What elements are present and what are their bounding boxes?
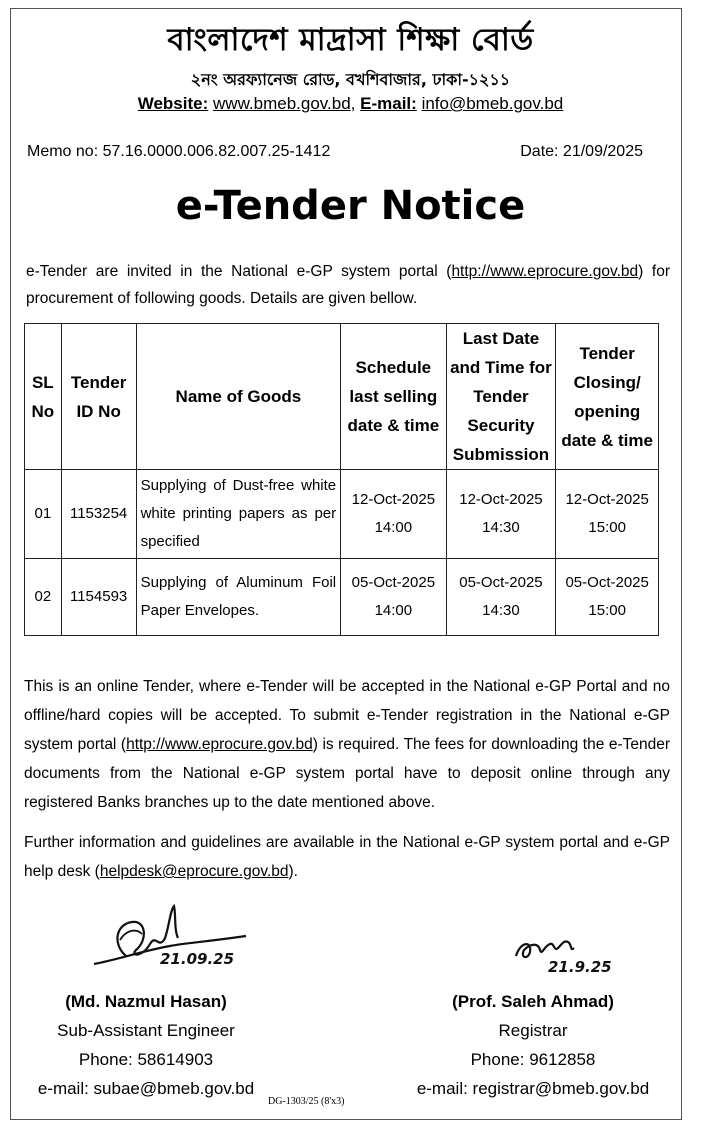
notice-date: Date: 21/09/2025 [520,143,643,160]
row-schedule [341,470,446,559]
header-sl: SL No [25,324,62,470]
website-label: Website: [137,94,209,113]
row-closing [556,559,659,636]
signature-saleh-ahmad [510,928,640,978]
schedule-date: 05-Oct-2025 [351,574,436,591]
row-goods: Supplying of Aluminum Foil Paper Envelopes. [136,559,341,636]
schedule-time: 14:00 [374,602,413,619]
schedule-time: 14:00 [374,519,413,536]
table-row [25,470,659,559]
helpdesk-paragraph: Further information and guidelines are available in the National e-GP system portal and e-GP help desk (helpdesk@eprocure.gov.bd). [24,834,670,880]
eprocure-link[interactable]: http://www.eprocure.gov.bd [451,263,639,280]
security-time: 14:30 [482,602,520,619]
paragraph-text: Further information and guidelines are available in the National e-GP system portal and e-GP help desk [24,834,670,880]
organization-name: বাংলাদেশ মাদ্রাসা শিক্ষা বোর্ড [167,22,534,58]
intro-paragraph: e-Tender are invited in the National e-GP system portal (http://www.eprocure.gov.bd) for procurement of following goods. Details are given bellow. [26,263,671,307]
table-row [25,559,659,636]
schedule-date: 12-Oct-2025 [351,491,436,508]
contact-line: Website: www.bmeb.gov.bd, E-mail: info@bmeb.gov.bd [137,94,564,113]
signatory-right [400,987,666,1103]
signatory-email: e-mail: registrar@bmeb.gov.bd [416,1079,650,1098]
signatory-phone: Phone: 9612858 [470,1050,596,1069]
row-closing [556,470,659,559]
signatory-name: (Prof. Saleh Ahmad) [452,992,614,1011]
intro-text-end: for procurement of following goods. Details are given bellow. [26,263,671,307]
notice-title: e-Tender Notice [175,183,526,229]
security-date: 12-Oct-2025 [459,491,543,508]
row-tender-id: 1153254 [61,470,136,559]
header-goods: Name of Goods [136,324,341,470]
closing-date: 05-Oct-2025 [565,574,649,591]
signatory-email: e-mail: subae@bmeb.gov.bd [37,1079,255,1098]
tender-table [24,323,659,636]
closing-time: 15:00 [588,519,626,536]
website-link[interactable]: www.bmeb.gov.bd [213,94,351,113]
header-schedule: Schedule last selling date & time [341,324,446,470]
signature-date-right: 21.9.25 [548,958,612,976]
paragraph-period: . [293,863,298,880]
organization-address: ২নং অরফ্যানেজ রোড, বখশিবাজার, ঢাকা-১২১১ [190,70,511,89]
eprocure-link[interactable]: http://www.eprocure.gov.bd [126,736,313,753]
email-link[interactable]: info@bmeb.gov.bd [421,94,564,113]
table-header-row [25,324,659,470]
closing-date: 12-Oct-2025 [565,491,649,508]
row-goods: Supplying of Dust-free white white printing papers as per specified [136,470,341,559]
header-tender-id: Tender ID No [61,324,136,470]
intro-text: e-Tender are invited in the National e-GP system portal [26,263,438,280]
signature-nazmul-hasan [86,900,256,980]
security-date: 05-Oct-2025 [459,574,543,591]
online-tender-paragraph: This is an online Tender, where e-Tender will be accepted in the National e-GP Portal and no offline/hard copies will be accepted. To submit e-Tender registration in the National e-GP system portal (http://www.eprocure.gov.bd) is required. The fees for downloading the e-Tender documents from the National e-GP system portal have to deposit online through any registered Banks branches up to the date mentioned above. [24,678,671,811]
paragraph-text: This is an online Tender, where e-Tender will be accepted in the National e-GP Portal and no offline/hard copies will be accepted. To submit e-Tender registration in the National e-GP system portal [24,678,670,753]
row-security [446,559,556,636]
signatory-left [28,987,264,1103]
security-time: 14:30 [482,519,520,536]
header-security: Last Date and Time for Tender Security Submission [446,324,556,470]
row-sl: 02 [25,559,62,636]
header-closing: Tender Closing/ opening date & time [556,324,659,470]
signatory-designation: Registrar [498,1021,568,1040]
signatory-phone: Phone: 58614903 [78,1050,214,1069]
closing-time: 15:00 [588,602,626,619]
row-tender-id: 1154593 [61,559,136,636]
helpdesk-email-link[interactable]: helpdesk@eprocure.gov.bd [99,863,289,880]
signatory-name: (Md. Nazmul Hasan) [65,992,227,1011]
signature-date-left: 21.09.25 [160,950,235,968]
memo-number: Memo no: 57.16.0000.006.82.007.25-1412 [27,143,331,160]
footer-code: DG-1303/25 (8'x3) [268,1096,345,1107]
email-label: E-mail: [360,94,417,113]
row-security [446,470,556,559]
signatory-designation: Sub-Assistant Engineer [57,1021,235,1040]
row-sl: 01 [25,470,62,559]
paragraph-text-end: is required. The fees for downloading the e-Tender documents from the National e-GP system portal have to deposit online through any registered Banks branches up to the date mentioned above. [24,736,671,811]
row-schedule [341,559,446,636]
